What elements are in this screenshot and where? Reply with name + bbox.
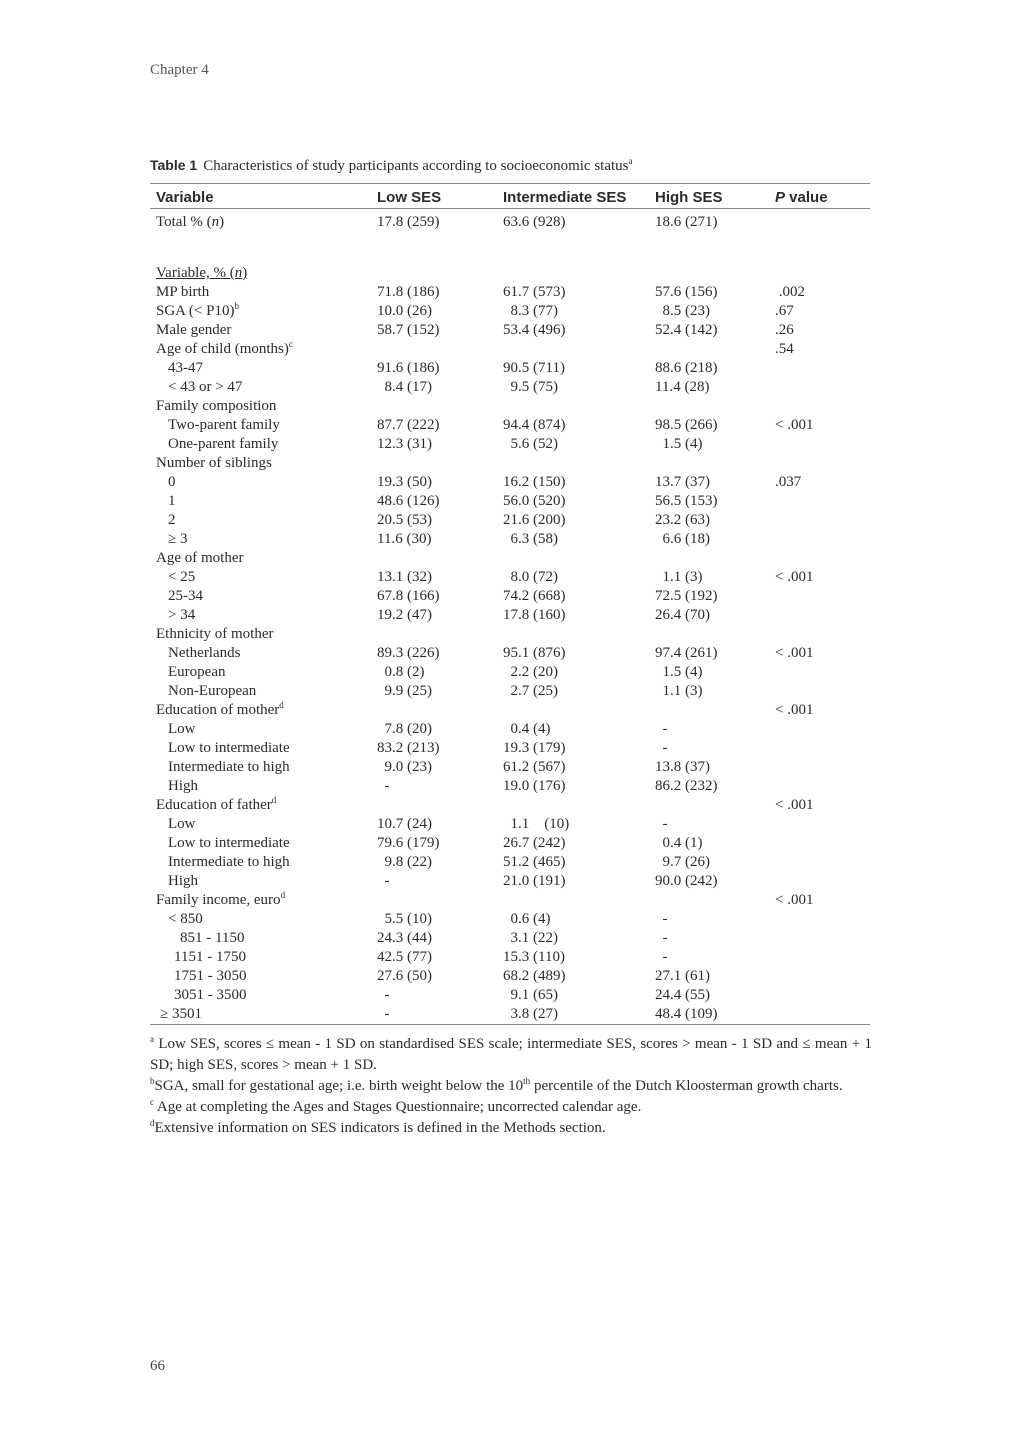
row-p-value: [769, 777, 870, 796]
table-row: [150, 416, 870, 435]
row-low-ses: 8.4 (17): [377, 379, 432, 395]
row-low-ses: 24.3 (44): [377, 930, 432, 946]
row-low-ses: [371, 796, 497, 815]
row-low-ses: 12.3 (31): [377, 436, 432, 452]
row-label: 25-34: [168, 588, 203, 604]
table-row: [150, 568, 870, 587]
row-intermediate-ses: 95.1 (876): [503, 645, 566, 661]
footnote-c: $^c$ Age at completing the Ages and Stages Questionnaire; uncorrected calendar age.: [150, 1097, 642, 1115]
row-label: 1751 - 3050: [174, 968, 247, 984]
row-high-ses: [649, 796, 769, 815]
row-p-value: < .001: [775, 797, 814, 813]
row-low-ses: -: [377, 873, 390, 889]
row-p-value: [769, 625, 870, 644]
header-intermediate-ses: Intermediate SES: [503, 188, 627, 206]
row-p-value: < .001: [775, 702, 814, 718]
table-row: [150, 606, 870, 625]
row-intermediate-ses: 1.1 (10): [503, 816, 570, 832]
row-high-ses: -: [655, 911, 668, 927]
row-low-ses: 89.3 (226): [377, 645, 440, 661]
row-p-value: [769, 530, 870, 549]
row-label: > 34: [168, 607, 196, 623]
row-high-ses: [649, 454, 769, 473]
row-high-ses: 86.2 (232): [655, 778, 718, 794]
table-caption: [150, 157, 870, 175]
row-low-ses: 67.8 (166): [377, 588, 440, 604]
row-p-value: [769, 739, 870, 758]
row-p-value: .037: [775, 474, 802, 490]
table-row: [150, 682, 870, 701]
row-high-ses: 48.4 (109): [655, 1006, 718, 1022]
row-intermediate-ses: 9.1 (65): [503, 987, 558, 1003]
row-label: Ethnicity of mother: [156, 626, 274, 642]
row-intermediate-ses: 6.3 (58): [503, 531, 558, 547]
running-head: Chapter 4: [150, 62, 209, 78]
row-label: 1151 - 1750: [174, 949, 246, 965]
table-row: [150, 454, 870, 473]
row-high-ses: 57.6 (156): [655, 284, 718, 300]
table-row: [150, 549, 870, 568]
row-label: 2: [168, 512, 176, 528]
row-label: < 43 or > 47: [168, 379, 243, 395]
table-row: [150, 378, 870, 397]
page-number: 66: [150, 1358, 165, 1374]
row-label: 43-47: [168, 360, 203, 376]
row-high-ses: 98.5 (266): [655, 417, 718, 433]
table-row: [150, 492, 870, 511]
total-low: 17.8 (259): [377, 213, 440, 230]
table-row: [150, 511, 870, 530]
row-label: < 25: [168, 569, 196, 585]
row-p-value: .26: [775, 322, 794, 338]
row-label: Education of father$^d$: [156, 795, 277, 813]
row-low-ses: 71.8 (186): [377, 284, 440, 300]
table-row: [150, 1005, 870, 1025]
footnote-a: $^a$ Low SES, scores ≤ mean - 1 SD on standardised SES scale; intermediate SES, scores > mean - 1 SD and ≤ mean + 1 SD; high SES, scores > mean + 1 SD.: [150, 1034, 872, 1073]
row-label: Family composition: [156, 398, 277, 414]
row-high-ses: 56.5 (153): [655, 493, 718, 509]
row-intermediate-ses: 17.8 (160): [503, 607, 566, 623]
row-intermediate-ses: 51.2 (465): [503, 854, 566, 870]
table-row: [150, 359, 870, 378]
row-intermediate-ses: 15.3 (110): [503, 949, 565, 965]
row-high-ses: 13.7 (37): [655, 474, 710, 490]
row-high-ses: -: [655, 740, 668, 756]
row-low-ses: 10.0 (26): [377, 303, 432, 319]
table-row: [150, 663, 870, 682]
row-high-ses: 1.1 (3): [655, 683, 703, 699]
table-caption-footnote-mark: a: [628, 156, 633, 166]
row-high-ses: 13.8 (37): [655, 759, 710, 775]
table-row: [150, 302, 870, 321]
row-low-ses: 5.5 (10): [377, 911, 432, 927]
table-row: [150, 321, 870, 340]
row-high-ses: 52.4 (142): [655, 322, 718, 338]
row-intermediate-ses: 0.6 (4): [503, 911, 551, 927]
row-label: Low to intermediate: [168, 835, 290, 851]
total-high: 18.6 (271): [655, 213, 718, 230]
row-label: SGA (< P10)$^b$: [156, 301, 239, 319]
row-label: 3051 - 3500: [174, 987, 247, 1003]
row-low-ses: 48.6 (126): [377, 493, 440, 509]
row-low-ses: 7.8 (20): [377, 721, 432, 737]
row-p-value: [769, 397, 870, 416]
row-low-ses: -: [377, 1006, 390, 1022]
row-low-ses: [371, 891, 497, 910]
row-intermediate-ses: [497, 549, 649, 568]
row-low-ses: [371, 701, 497, 720]
row-p-value: < .001: [775, 645, 814, 661]
row-label: MP birth: [156, 284, 210, 300]
row-label: Low: [168, 816, 196, 832]
row-intermediate-ses: 74.2 (668): [503, 588, 566, 604]
row-p-value: [769, 720, 870, 739]
table-row: [150, 929, 870, 948]
row-p-value: [769, 663, 870, 682]
characteristics-table: [150, 183, 870, 1025]
row-p-value: [769, 549, 870, 568]
total-intermediate: 63.6 (928): [503, 213, 566, 230]
row-high-ses: 90.0 (242): [655, 873, 718, 889]
header-p-value: [769, 184, 870, 209]
row-p-value: [769, 606, 870, 625]
row-low-ses: 10.7 (24): [377, 816, 432, 832]
row-high-ses: 72.5 (192): [655, 588, 718, 604]
table-row: [150, 834, 870, 853]
row-intermediate-ses: 8.3 (77): [503, 303, 558, 319]
row-intermediate-ses: 94.4 (874): [503, 417, 566, 433]
table-row: [150, 625, 870, 644]
table-row: [150, 530, 870, 549]
row-low-ses: [371, 397, 497, 416]
row-p-value: [769, 853, 870, 872]
table-row: [150, 758, 870, 777]
row-low-ses: 87.7 (222): [377, 417, 440, 433]
row-high-ses: -: [655, 930, 668, 946]
row-high-ses: [649, 549, 769, 568]
row-p-value: [769, 872, 870, 891]
row-intermediate-ses: 90.5 (711): [503, 360, 565, 376]
row-label: Intermediate to high: [168, 759, 290, 775]
row-intermediate-ses: [497, 796, 649, 815]
row-p-value: < .001: [775, 417, 814, 433]
row-label: One-parent family: [168, 436, 279, 452]
row-low-ses: -: [377, 778, 390, 794]
row-high-ses: 0.4 (1): [655, 835, 703, 851]
row-high-ses: 11.4 (28): [655, 379, 710, 395]
row-intermediate-ses: 3.1 (22): [503, 930, 558, 946]
row-p-value: [769, 682, 870, 701]
row-high-ses: [649, 701, 769, 720]
row-label: Intermediate to high: [168, 854, 290, 870]
row-intermediate-ses: 19.0 (176): [503, 778, 566, 794]
row-p-value: [769, 815, 870, 834]
row-low-ses: [371, 340, 497, 359]
row-intermediate-ses: [497, 701, 649, 720]
row-p-value: [769, 967, 870, 986]
row-intermediate-ses: 8.0 (72): [503, 569, 558, 585]
row-p-value: .002: [775, 284, 805, 300]
row-p-value: [769, 834, 870, 853]
table-row: [150, 891, 870, 910]
table-row: [150, 872, 870, 891]
row-high-ses: 27.1 (61): [655, 968, 710, 984]
header-p-rest: value: [785, 188, 828, 206]
row-intermediate-ses: 56.0 (520): [503, 493, 566, 509]
row-intermediate-ses: 21.0 (191): [503, 873, 566, 889]
table-row: [150, 948, 870, 967]
row-label: ≥ 3: [168, 531, 188, 547]
row-intermediate-ses: 19.3 (179): [503, 740, 566, 756]
table-caption-text: Characteristics of study participants according to socioeconomic status: [203, 158, 629, 174]
row-p-value: [769, 587, 870, 606]
row-intermediate-ses: 61.2 (567): [503, 759, 566, 775]
section-header-label: Variable, % (n): [156, 265, 248, 281]
row-intermediate-ses: 26.7 (242): [503, 835, 566, 851]
row-p-value: [769, 492, 870, 511]
table-row: [150, 986, 870, 1005]
row-low-ses: [371, 625, 497, 644]
row-high-ses: [649, 625, 769, 644]
row-intermediate-ses: 2.2 (20): [503, 664, 558, 680]
row-p-value: [769, 986, 870, 1005]
row-high-ses: 88.6 (218): [655, 360, 718, 376]
header-low-ses: Low SES: [377, 188, 442, 206]
table-row: [150, 701, 870, 720]
row-high-ses: 23.2 (63): [655, 512, 710, 528]
row-label: 0: [168, 474, 176, 490]
table-row: [150, 777, 870, 796]
row-high-ses: [649, 891, 769, 910]
row-p-value: [769, 511, 870, 530]
row-label: ≥ 3501: [160, 1006, 202, 1022]
row-low-ses: 58.7 (152): [377, 322, 440, 338]
table-row: [150, 340, 870, 359]
row-label: High: [168, 778, 198, 794]
header-high-ses: High SES: [655, 188, 723, 206]
row-intermediate-ses: [497, 340, 649, 359]
row-label: Two-parent family: [168, 417, 280, 433]
row-label: Education of mother$^d$: [156, 700, 284, 718]
table-row: [150, 644, 870, 663]
footnote-b: $^b$SGA, small for gestational age; i.e. birth weight below the 10th percentile of the Dutch Kloosterman growth charts.: [150, 1076, 843, 1094]
row-intermediate-ses: [497, 891, 649, 910]
table-row: [150, 283, 870, 302]
row-low-ses: -: [377, 987, 390, 1003]
row-low-ses: [371, 454, 497, 473]
row-p-value: .54: [775, 341, 794, 357]
table-row: [150, 397, 870, 416]
row-label: Number of siblings: [156, 455, 272, 471]
table-footnotes: [150, 1034, 872, 1139]
row-high-ses: -: [655, 949, 668, 965]
row-high-ses: 1.1 (3): [655, 569, 703, 585]
row-low-ses: 9.8 (22): [377, 854, 432, 870]
row-label: < 850: [168, 911, 203, 927]
header-variable: Variable: [156, 188, 214, 206]
row-high-ses: 8.5 (23): [655, 303, 710, 319]
row-high-ses: 1.5 (4): [655, 664, 703, 680]
row-p-value: [769, 910, 870, 929]
row-label: High: [168, 873, 198, 889]
row-high-ses: 24.4 (55): [655, 987, 710, 1003]
row-p-value: < .001: [775, 892, 814, 908]
row-low-ses: 13.1 (32): [377, 569, 432, 585]
row-low-ses: [371, 549, 497, 568]
table-row: [150, 720, 870, 739]
row-label: Netherlands: [168, 645, 241, 661]
row-low-ses: 42.5 (77): [377, 949, 432, 965]
row-intermediate-ses: 3.8 (27): [503, 1006, 558, 1022]
table-row: [150, 435, 870, 454]
row-intermediate-ses: 5.6 (52): [503, 436, 558, 452]
row-high-ses: -: [655, 721, 668, 737]
row-low-ses: 79.6 (179): [377, 835, 440, 851]
row-low-ses: 20.5 (53): [377, 512, 432, 528]
table-row: [150, 796, 870, 815]
table-row: [150, 853, 870, 872]
row-intermediate-ses: 9.5 (75): [503, 379, 558, 395]
row-p-value: < .001: [775, 569, 814, 585]
total-p: [769, 209, 870, 233]
row-intermediate-ses: 21.6 (200): [503, 512, 566, 528]
row-label: Non-European: [168, 683, 257, 699]
row-high-ses: 6.6 (18): [655, 531, 710, 547]
row-high-ses: 26.4 (70): [655, 607, 710, 623]
row-high-ses: 1.5 (4): [655, 436, 703, 452]
row-intermediate-ses: [497, 454, 649, 473]
row-label: European: [168, 664, 226, 680]
row-high-ses: [649, 397, 769, 416]
row-label: Age of child (months)$^c$: [156, 339, 293, 357]
row-intermediate-ses: [497, 625, 649, 644]
row-high-ses: 9.7 (26): [655, 854, 710, 870]
row-intermediate-ses: 0.4 (4): [503, 721, 551, 737]
table-row: [150, 739, 870, 758]
table-caption-label: Table 1: [150, 157, 198, 173]
total-label: Total % (n): [156, 213, 225, 230]
row-intermediate-ses: 16.2 (150): [503, 474, 566, 490]
total-row: [150, 209, 870, 233]
row-intermediate-ses: 2.7 (25): [503, 683, 558, 699]
row-low-ses: 91.6 (186): [377, 360, 440, 376]
row-low-ses: 27.6 (50): [377, 968, 432, 984]
row-label: Age of mother: [156, 550, 244, 566]
row-intermediate-ses: 61.7 (573): [503, 284, 566, 300]
table-header-row: [150, 184, 870, 209]
row-low-ses: 9.9 (25): [377, 683, 432, 699]
table-row: [150, 910, 870, 929]
table-row: [150, 587, 870, 606]
row-p-value: [769, 929, 870, 948]
row-p-value: [769, 435, 870, 454]
table-row: [150, 967, 870, 986]
row-p-value: [769, 378, 870, 397]
row-label: 851 - 1150: [180, 930, 245, 946]
row-low-ses: 9.0 (23): [377, 759, 432, 775]
row-label: 1: [168, 493, 176, 509]
row-low-ses: 83.2 (213): [377, 740, 440, 756]
row-low-ses: 19.2 (47): [377, 607, 432, 623]
row-label: Low to intermediate: [168, 740, 290, 756]
row-low-ses: 0.8 (2): [377, 664, 425, 680]
row-low-ses: 11.6 (30): [377, 531, 432, 547]
row-p-value: [769, 454, 870, 473]
row-p-value: [769, 948, 870, 967]
header-p-italic: P: [775, 188, 786, 206]
row-intermediate-ses: 68.2 (489): [503, 968, 566, 984]
spacer-row: [150, 232, 870, 264]
row-high-ses: -: [655, 816, 668, 832]
footnote-d: $^d$Extensive information on SES indicators is defined in the Methods section.: [150, 1118, 606, 1136]
row-label: Male gender: [156, 322, 232, 338]
row-label: Low: [168, 721, 196, 737]
row-label: Family income, euro$^d$: [156, 890, 286, 908]
row-intermediate-ses: 53.4 (496): [503, 322, 566, 338]
table-row: [150, 815, 870, 834]
row-p-value: .67: [775, 303, 794, 319]
row-p-value: [769, 1005, 870, 1025]
row-p-value: [769, 359, 870, 378]
row-intermediate-ses: [497, 397, 649, 416]
table-row: [150, 473, 870, 492]
row-high-ses: 97.4 (261): [655, 645, 718, 661]
row-p-value: [769, 758, 870, 777]
row-high-ses: [649, 340, 769, 359]
row-low-ses: 19.3 (50): [377, 474, 432, 490]
section-header-row: [150, 264, 870, 283]
